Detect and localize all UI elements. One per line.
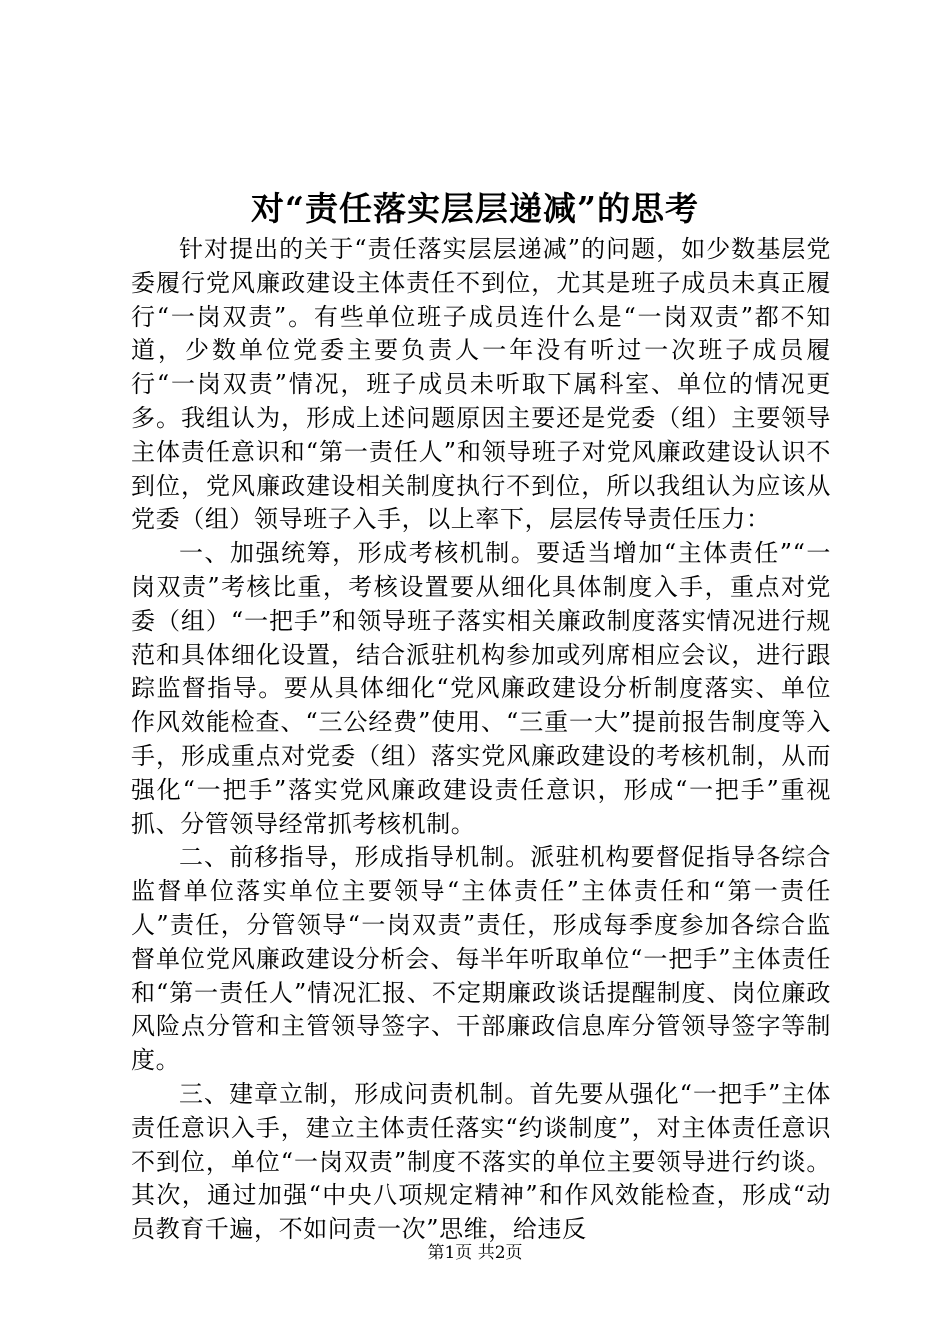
paragraph-section-2: 二、前移指导，形成指导机制。派驻机构要督促指导各综合监督单位落实单位主要领导“主体责任”主体责任和“第一责任人”责任，分管领导“一岗双责”责任，形成每季度参加各综合监督单位党风廉政建设分析会、每半年听取单位“一把手”主体责任和“第一责任人”情况汇报、不定期廉政谈话提醒制度、岗位廉政风险点分管和主管领导签字、干部廉政信息库分管领导签字等制度。 [131, 843, 831, 1075]
paragraph-section-3: 三、建章立制，形成问责机制。首先要从强化“一把手”主体责任意识入手，建立主体责任落实“约谈制度”，对主体责任意识不到位，单位“一岗双责”制度不落实的单位主要领导进行约谈。其次，通过加强“中央八项规定精神”和作风效能检查，形成“动员教育千遍，不如问责一次”思维，给违反 [131, 1079, 831, 1244]
document-title: 对“责任落实层层递减”的思考 [251, 189, 699, 228]
page-number-footer: 第1页 共2页 [427, 1243, 523, 1263]
paragraph-section-1: 一、加强统筹，形成考核机制。要适当增加“主体责任”“一岗双责”考核比重，考核设置要从细化具体制度入手，重点对党委（组）“一把手”和领导班子落实相关廉政制度落实情况进行规范和具体细化设置，结合派驻机构参加或列席相应会议，进行跟踪监督指导。要从具体细化“党风廉政建设分析制度落实、单位作风效能检查、“三公经费”使用、“三重一大”提前报告制度等入手，形成重点对党委（组）落实党风廉政建设的考核机制，从而强化“一把手”落实党风廉政建设责任意识，形成“一把手”重视抓、分管领导经常抓考核机制。 [131, 539, 831, 838]
paragraph-intro: 针对提出的关于“责任落实层层递减”的问题，如少数基层党委履行党风廉政建设主体责任不到位，尤其是班子成员未真正履行“一岗双责”。有些单位班子成员连什么是“一岗双责”都不知道，少数单位党委主要负责人一年没有听过一次班子成员履行“一岗双责”情况，班子成员未听取下属科室、单位的情况更多。我组认为，形成上述问题原因主要还是党委（组）主要领导主体责任意识和“第一责任人”和领导班子对党风廉政建设认识不到位，党风廉政建设相关制度执行不到位，所以我组认为应该从党委（组）领导班子入手，以上率下，层层传导责任压力： [131, 235, 831, 534]
document-body [131, 233, 831, 1247]
